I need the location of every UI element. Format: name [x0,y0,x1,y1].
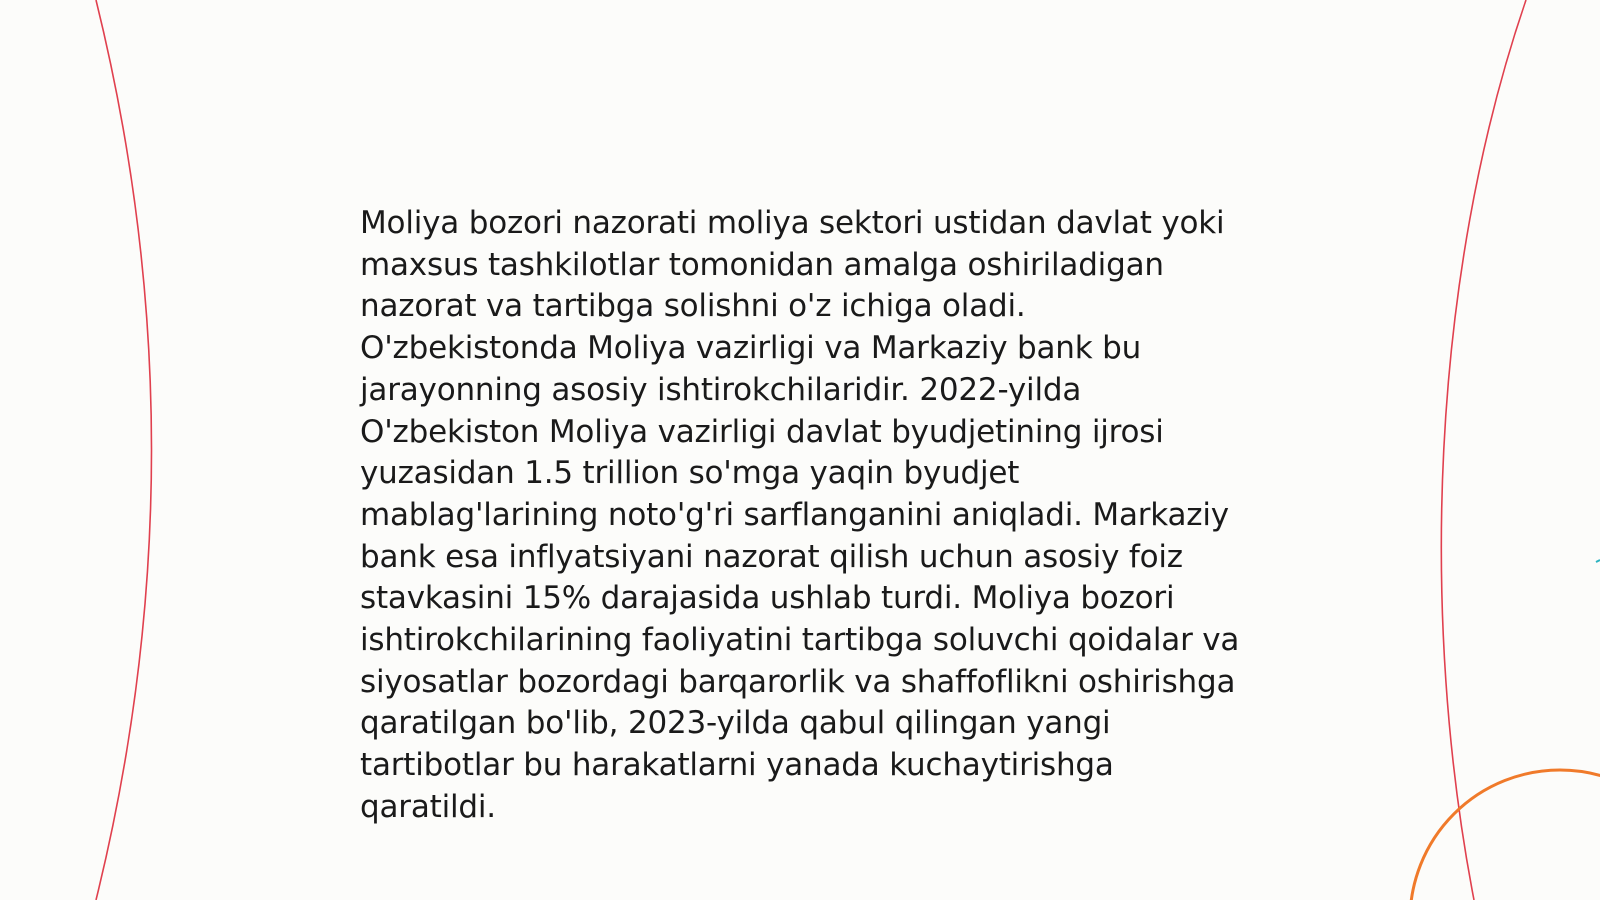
right-red-arc [1441,0,1526,900]
teal-mark [1596,560,1600,562]
left-red-arc [96,0,152,900]
orange-circle [1410,770,1600,900]
body-paragraph: Moliya bozori nazorati moliya sektori ustidan davlat yoki maxsus tashkilotlar tomonidan amalga oshiriladigan nazorat va tartibga solishni o'z ichiga oladi. O'zbekistonda Moliya vazirligi va Markaziy bank bu jarayonning asosiy ishtirokchilaridir. 2022-yilda O'zbekiston Moliya vazirligi davlat byudjetining ijrosi yuzasidan 1.5 trillion so'mga yaqin byudjet mablag'larining noto'g'ri sarflanganini aniqladi. Markaziy bank esa inflyatsiyani nazorat qilish uchun asosiy foiz stavkasini 15% darajasida ushlab turdi. Moliya bozori ishtirokchilarining faoliyatini tartibga soluvchi qoidalar va siyosatlar bozordagi barqarorlik va shaffoflikni oshirishga qaratilgan bo'lib, 2023-yilda qabul qilingan yangi tartibotlar bu harakatlarni yanada kuchaytirishga qaratildi. [360,205,1240,825]
